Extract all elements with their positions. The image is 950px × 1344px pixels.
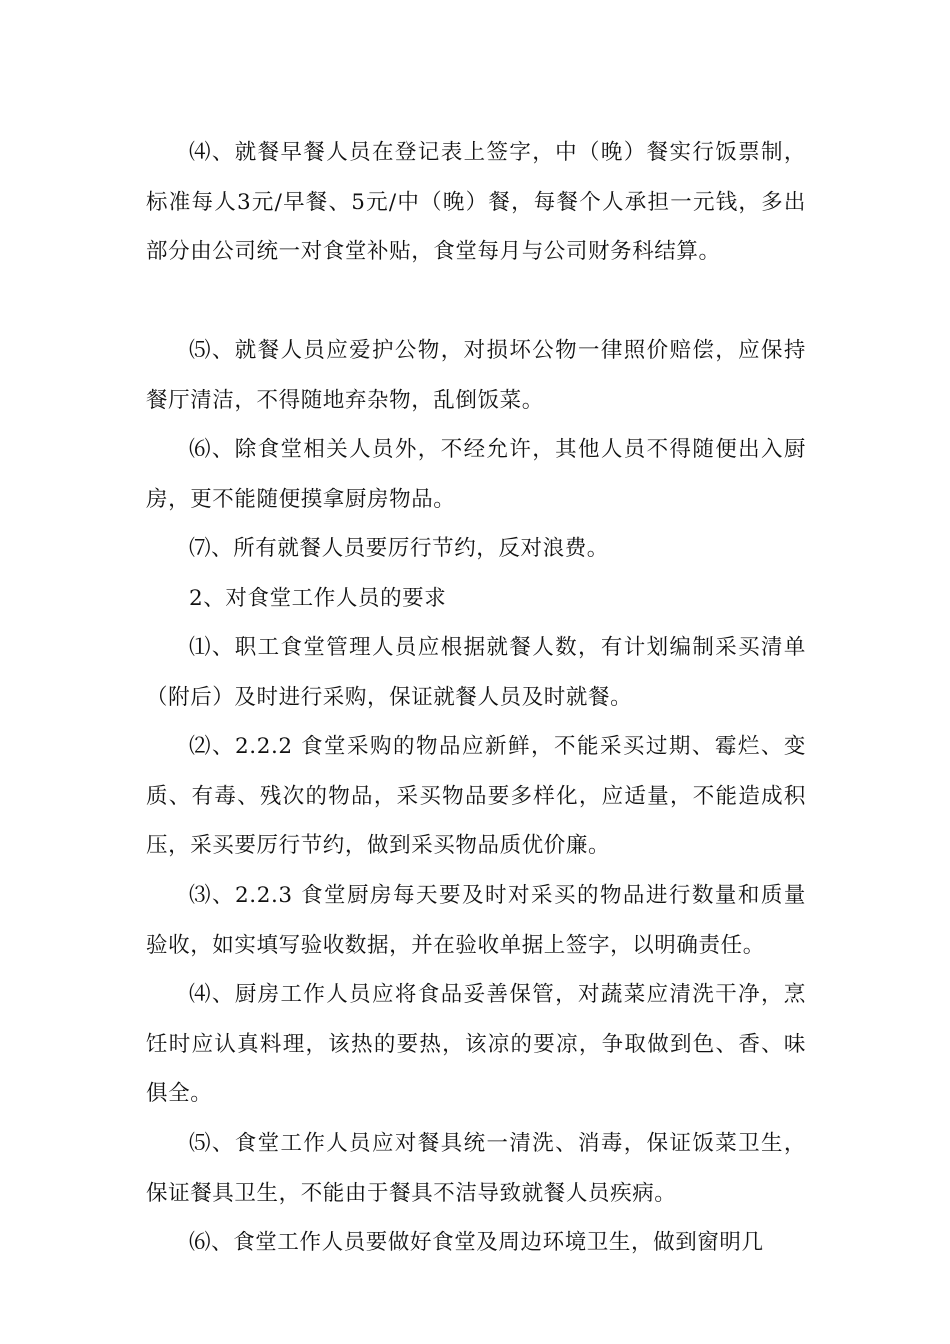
paragraph-tableware-hygiene: ⑸、食堂工作人员应对餐具统一清洗、消毒，保证饭菜卫生，保证餐具卫生，不能由于餐具不洁导致就餐人员疾病。 <box>146 1131 806 1206</box>
paragraph-food-storage: ⑷、厨房工作人员应将食品妥善保管，对蔬菜应清洗干净，烹饪时应认真料理，该热的要热，该凉的要凉，争取做到色、香、味俱全。 <box>146 982 806 1106</box>
paragraph-fresh-goods: ⑵、2.2.2 食堂采购的物品应新鲜，不能采买过期、霉烂、变质、有毒、残次的物品，采买物品要多样化，应适量，不能造成积压，采买要厉行节约，做到采买物品质优价廉。 <box>146 734 806 858</box>
paragraph-environment-hygiene: ⑹、食堂工作人员要做好食堂及周边环境卫生，做到窗明几 <box>189 1230 764 1255</box>
section-heading-staff-requirements: 2、对食堂工作人员的要求 <box>189 586 447 611</box>
paragraph-protect-property: ⑸、就餐人员应爱护公物，对损坏公物一律照价赔偿，应保持餐厅清洁，不得随地弃杂物，乱倒饭菜。 <box>146 338 806 413</box>
paragraph-meal-tickets: ⑷、就餐早餐人员在登记表上签字，中（晚）餐实行饭票制，标准每人3元/早餐、5元/中（晚）餐，每餐个人承担一元钱，多出部分由公司统一对食堂补贴，食堂每月与公司财务科结算。 <box>146 140 806 264</box>
paragraph-inspection: ⑶、2.2.3 食堂厨房每天要及时对采买的物品进行数量和质量验收，如实填写验收数据，并在验收单据上签字，以明确责任。 <box>146 883 806 958</box>
paragraph-purchase-list: ⑴、职工食堂管理人员应根据就餐人数，有计划编制采买清单（附后）及时进行采购，保证就餐人员及时就餐。 <box>146 635 806 710</box>
paragraph-save-food: ⑺、所有就餐人员要厉行节约，反对浪费。 <box>189 536 609 561</box>
paragraph-kitchen-access: ⑹、除食堂相关人员外，不经允许，其他人员不得随便出入厨房，更不能随便摸拿厨房物品。 <box>146 437 806 512</box>
